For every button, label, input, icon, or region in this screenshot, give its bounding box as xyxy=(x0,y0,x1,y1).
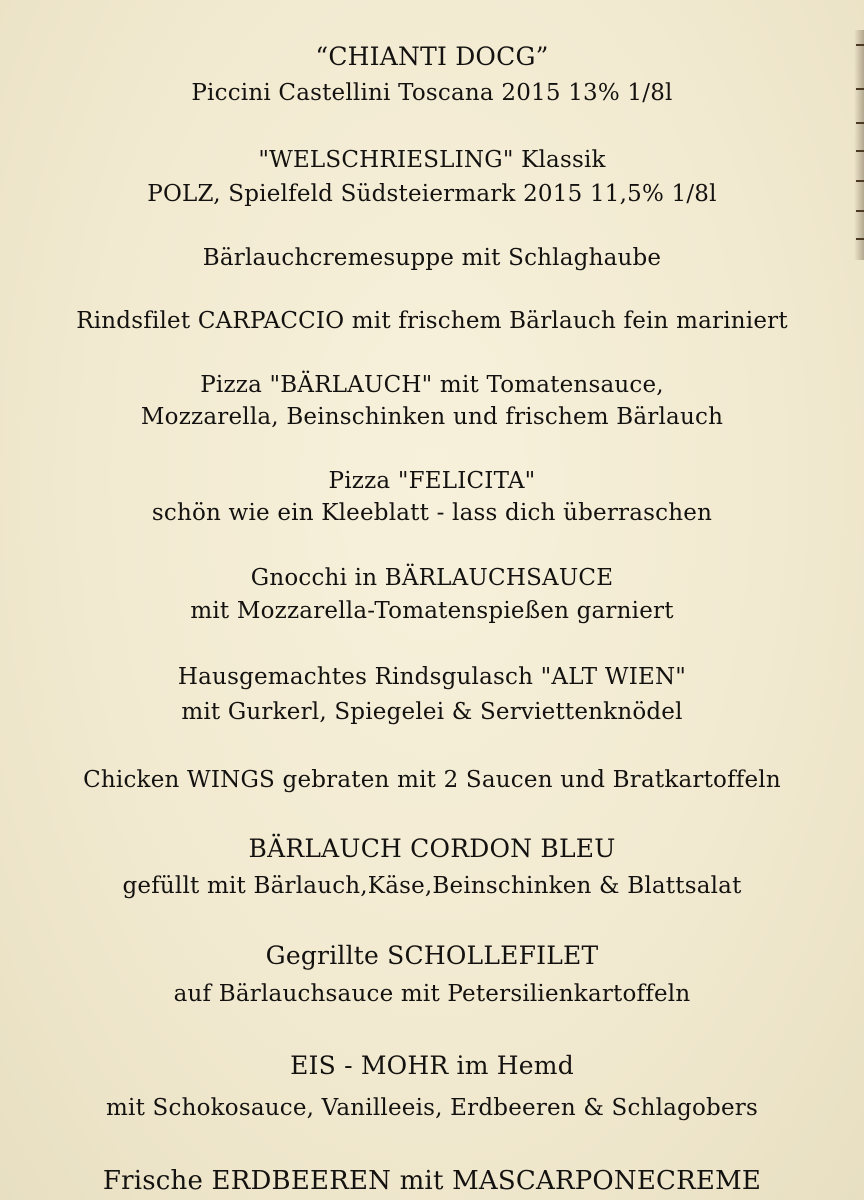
dish-pizza-baerlauch-name: Pizza "BÄRLAUCH" mit Tomatensauce, xyxy=(200,372,664,398)
dish-scholle-desc: auf Bärlauchsauce mit Petersilienkartoffeln xyxy=(173,981,691,1007)
edge-mark xyxy=(856,210,864,212)
dish-gulasch-name: Hausgemachtes Rindsgulasch "ALT WIEN" xyxy=(177,664,687,690)
wine-2-name: "WELSCHRIESLING" Klassik xyxy=(258,147,606,173)
dish-carpaccio: Rindsfilet CARPACCIO mit frischem Bärlauch fein mariniert xyxy=(76,308,788,334)
dish-pizza-felicita-name: Pizza "FELICITA" xyxy=(328,468,536,494)
edge-mark xyxy=(856,122,864,124)
edge-mark xyxy=(856,238,864,240)
page-edge-shadow xyxy=(854,30,864,260)
dish-gulasch-desc: mit Gurkerl, Spiegelei & Serviettenknödel xyxy=(181,699,683,725)
edge-mark xyxy=(856,150,864,152)
edge-mark xyxy=(856,88,864,90)
dish-soup: Bärlauchcremesuppe mit Schlaghaube xyxy=(202,245,662,271)
dessert-mohr-desc: mit Schokosauce, Vanilleeis, Erdbeeren & Schlagobers xyxy=(106,1095,758,1121)
dish-pizza-baerlauch-desc: Mozzarella, Beinschinken und frischem Bärlauch xyxy=(140,404,724,430)
edge-mark xyxy=(856,44,864,46)
dish-pizza-felicita-desc: schön wie ein Kleeblatt - lass dich überraschen xyxy=(151,500,713,526)
dish-cordon-bleu-name: BÄRLAUCH CORDON BLEU xyxy=(248,834,616,863)
dish-scholle-name: Gegrillte SCHOLLEFILET xyxy=(265,941,599,970)
dish-cordon-bleu-desc: gefüllt mit Bärlauch,Käse,Beinschinken & Blattsalat xyxy=(122,873,742,899)
dish-gnocchi-desc: mit Mozzarella-Tomatenspießen garniert xyxy=(190,598,674,624)
wine-1-name: “CHIANTI DOCG” xyxy=(315,42,549,71)
wine-1-detail: Piccini Castellini Toscana 2015 13% 1/8l xyxy=(191,80,673,106)
dish-wings: Chicken WINGS gebraten mit 2 Saucen und Bratkartoffeln xyxy=(83,767,781,793)
dessert-mohr-name: EIS - MOHR im Hemd xyxy=(290,1051,574,1080)
edge-mark xyxy=(856,180,864,182)
wine-2-detail: POLZ, Spielfeld Südsteiermark 2015 11,5% 1/8l xyxy=(147,181,717,207)
dessert-erdbeeren: Frische ERDBEEREN mit MASCARPONECREME xyxy=(102,1166,762,1196)
dish-gnocchi-name: Gnocchi in BÄRLAUCHSAUCE xyxy=(250,565,614,591)
